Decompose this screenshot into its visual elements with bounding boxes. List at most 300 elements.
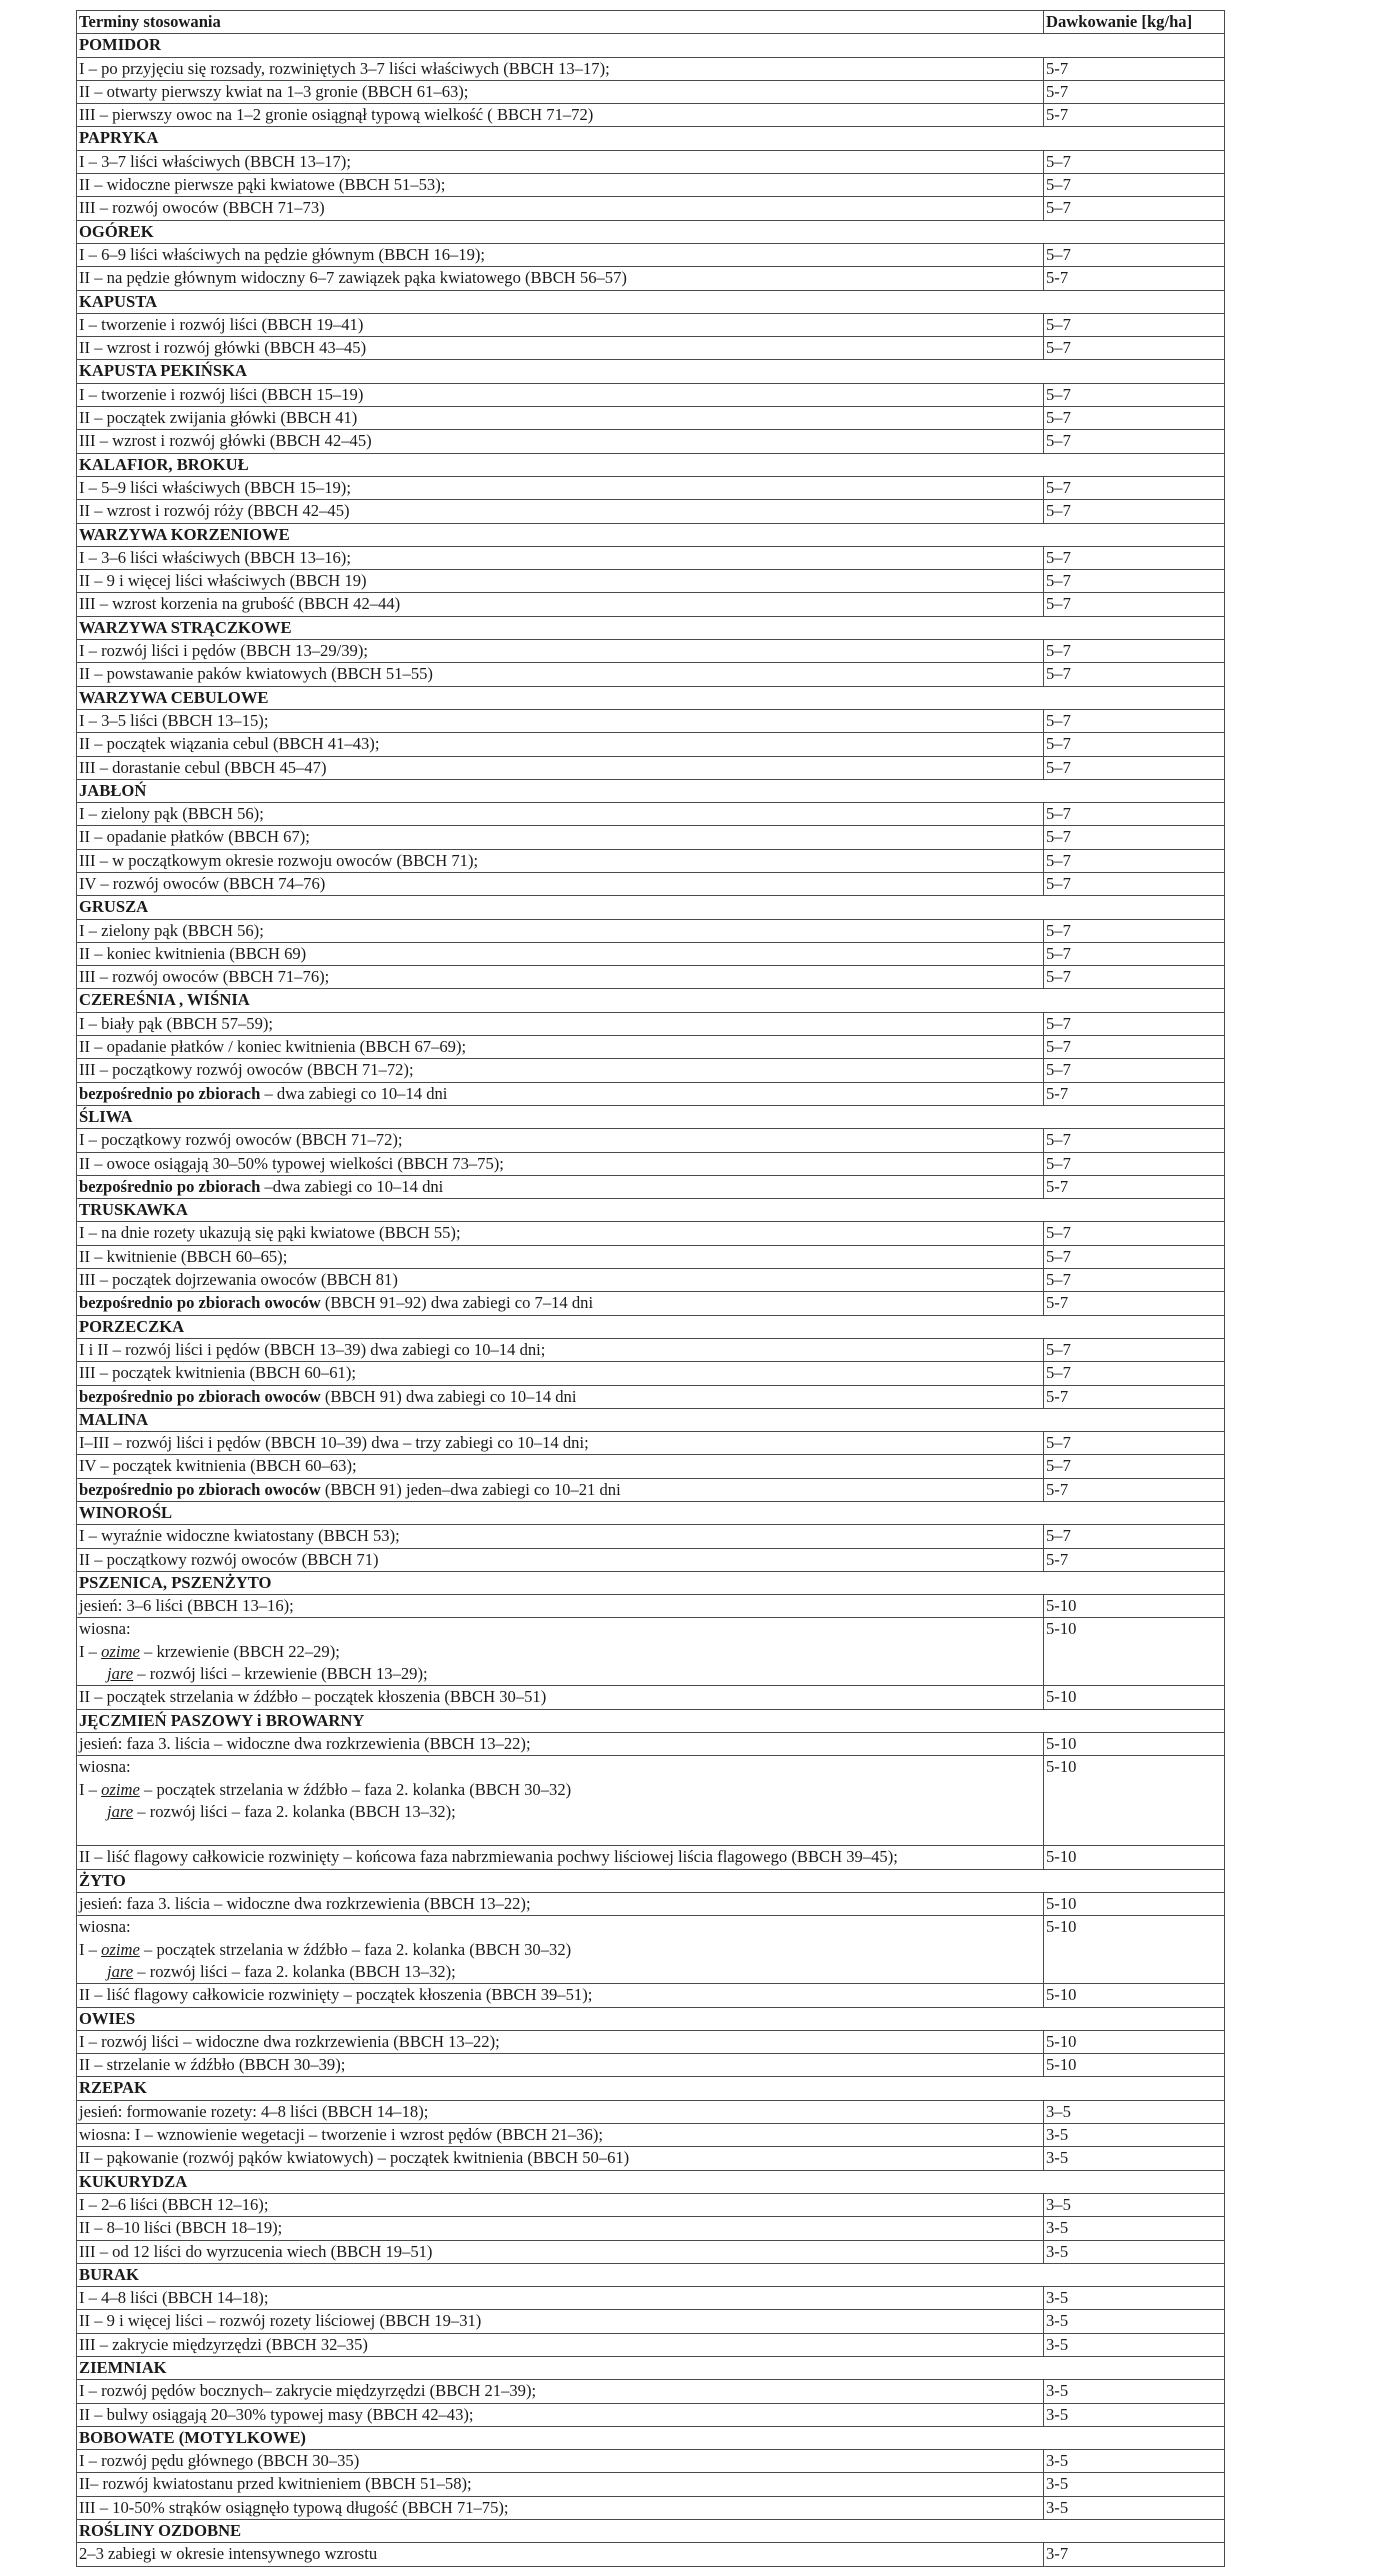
dosage-value: 3-5 [1044, 2310, 1225, 2333]
application-term: II – widoczne pierwsze pąki kwiatowe (BBCH 51–53); [77, 174, 1044, 197]
application-term: I – rozwój pędu głównego (BBCH 30–35) [77, 2450, 1044, 2473]
table-row [77, 1984, 1225, 2007]
dosage-value: 5–7 [1044, 663, 1225, 686]
application-term: III – początek kwitnienia (BBCH 60–61); [77, 1362, 1044, 1385]
crop-heading-row [77, 1869, 1225, 1892]
table-row [77, 1012, 1225, 1035]
table-row [77, 849, 1225, 872]
crop-name: BOBOWATE (MOTYLKOWE) [77, 2426, 1225, 2449]
term-line [79, 1641, 1041, 1663]
application-term: I – biały pąk (BBCH 57–59); [77, 1012, 1044, 1035]
crop-heading-row [77, 1105, 1225, 1128]
application-term: III – dorastanie cebul (BBCH 45–47) [77, 756, 1044, 779]
term-variant: jare [107, 1801, 134, 1821]
dosage-value: 5–7 [1044, 337, 1225, 360]
table-row [77, 756, 1225, 779]
crop-name: BURAK [77, 2263, 1225, 2286]
application-term: III – wzrost korzenia na grubość (BBCH 42–44) [77, 593, 1044, 616]
table-row [77, 546, 1225, 569]
dosage-value: 5-10 [1044, 1618, 1225, 1686]
dosage-value: 3–5 [1044, 2193, 1225, 2216]
table-row [77, 1292, 1225, 1315]
dosage-value: 5–7 [1044, 313, 1225, 336]
dosage-value: 5-10 [1044, 1984, 1225, 2007]
table-row [77, 1338, 1225, 1361]
crop-heading-row [77, 1709, 1225, 1732]
application-term: III – początek dojrzewania owoców (BBCH 81) [77, 1269, 1044, 1292]
term-text: – początek strzelania w źdźbło – faza 2. kolanka (BBCH 30–32) [139, 1779, 572, 1799]
term-bold-prefix: bezpośrednio po zbiorach owoców [79, 1479, 321, 1499]
application-term: I – zielony pąk (BBCH 56); [77, 803, 1044, 826]
dosage-value: 5–7 [1044, 756, 1225, 779]
term-text: I – [79, 1779, 102, 1799]
table-row [77, 2310, 1225, 2333]
dosage-value: 5-7 [1044, 1175, 1225, 1198]
dosage-value: 5–7 [1044, 1362, 1225, 1385]
crop-name: ŻYTO [77, 1869, 1225, 1892]
table-row [77, 663, 1225, 686]
dosage-value: 5–7 [1044, 407, 1225, 430]
application-term: I – 2–6 liści (BBCH 12–16); [77, 2193, 1044, 2216]
application-term: wiosna: I – wznowienie wegetacji – tworzenie i wzrost pędów (BBCH 21–36); [77, 2124, 1044, 2147]
application-term: I – 3–7 liści właściwych (BBCH 13–17); [77, 150, 1044, 173]
crop-name: RZEPAK [77, 2077, 1225, 2100]
term-line: wiosna: [79, 1757, 131, 1777]
table-row [77, 1245, 1225, 1268]
application-term: IV – początek kwitnienia (BBCH 60–63); [77, 1455, 1044, 1478]
application-term: III – zakrycie międzyrzędzi (BBCH 32–35) [77, 2333, 1044, 2356]
table-row [77, 1222, 1225, 1245]
application-term: II – kwitnienie (BBCH 60–65); [77, 1245, 1044, 1268]
term-text: – dwa zabiegi co 10–14 dni [260, 1083, 448, 1103]
application-term: II – na pędzie głównym widoczny 6–7 zawiązek pąka kwiatowego (BBCH 56–57) [77, 267, 1044, 290]
application-term: II – strzelanie w źdźbło (BBCH 30–39); [77, 2054, 1044, 2077]
dosage-value: 5–7 [1044, 1245, 1225, 1268]
application-term: I – 5–9 liści właściwych (BBCH 15–19); [77, 476, 1044, 499]
crop-name: PSZENICA, PSZENŻYTO [77, 1571, 1225, 1594]
dosage-value: 5–7 [1044, 640, 1225, 663]
header-dosage: Dawkowanie [kg/ha] [1044, 11, 1225, 34]
crop-name: GRUSZA [77, 896, 1225, 919]
table-row [77, 1916, 1225, 1984]
dosage-value: 3-5 [1044, 2240, 1225, 2263]
application-term: II – otwarty pierwszy kwiat na 1–3 gronie (BBCH 61–63); [77, 80, 1044, 103]
dosage-value: 3-5 [1044, 2380, 1225, 2403]
dosage-value: 3-5 [1044, 2403, 1225, 2426]
crop-name: JĘCZMIEŃ PASZOWY i BROWARNY [77, 1709, 1225, 1732]
table-row [77, 942, 1225, 965]
table-row [77, 2124, 1225, 2147]
crop-name: KALAFIOR, BROKUŁ [77, 453, 1225, 476]
table-row [77, 1893, 1225, 1916]
application-term: I–III – rozwój liści i pędów (BBCH 10–39) dwa – trzy zabiegi co 10–14 dni; [77, 1432, 1044, 1455]
dosage-value: 5-7 [1044, 1478, 1225, 1501]
dosage-value: 5–7 [1044, 966, 1225, 989]
term-text: – rozwój liści – faza 2. kolanka (BBCH 13–32); [133, 1961, 456, 1981]
application-term: II – 9 i więcej liści właściwych (BBCH 19) [77, 570, 1044, 593]
application-term: jesień: faza 3. liścia – widoczne dwa rozkrzewienia (BBCH 13–22); [77, 1732, 1044, 1755]
table-row [77, 197, 1225, 220]
application-term: II – bulwy osiągają 20–30% typowej masy (BBCH 42–43); [77, 2403, 1044, 2426]
dosage-table [76, 10, 1225, 2567]
table-row [77, 243, 1225, 266]
dosage-value: 3-5 [1044, 2287, 1225, 2310]
dosage-value: 5–7 [1044, 1012, 1225, 1035]
table-row [77, 407, 1225, 430]
crop-heading-row [77, 2170, 1225, 2193]
dosage-value: 5–7 [1044, 1059, 1225, 1082]
application-term: II – początek strzelania w źdźbło – początek kłoszenia (BBCH 30–51) [77, 1686, 1044, 1709]
term-text: – rozwój liści – faza 2. kolanka (BBCH 13–32); [133, 1801, 456, 1821]
crop-heading-row [77, 2263, 1225, 2286]
dosage-value: 5–7 [1044, 1222, 1225, 1245]
table-row [77, 2147, 1225, 2170]
term-variant: ozime [101, 1779, 140, 1799]
dosage-value: 5–7 [1044, 872, 1225, 895]
dosage-value: 5–7 [1044, 593, 1225, 616]
crop-heading-row [77, 34, 1225, 57]
term-text: – rozwój liści – krzewienie (BBCH 13–29); [133, 1664, 428, 1684]
crop-heading-row [77, 290, 1225, 313]
table-row [77, 2217, 1225, 2240]
crop-name: PORZECZKA [77, 1315, 1225, 1338]
table-row [77, 709, 1225, 732]
crop-heading-row [77, 1502, 1225, 1525]
application-term: jesień: 3–6 liści (BBCH 13–16); [77, 1595, 1044, 1618]
dosage-value: 5–7 [1044, 174, 1225, 197]
application-term: II – powstawanie paków kwiatowych (BBCH 51–55) [77, 663, 1044, 686]
table-row [77, 1175, 1225, 1198]
dosage-value: 5-10 [1044, 1916, 1225, 1984]
term-line [79, 1961, 1041, 1983]
table-row [77, 2054, 1225, 2077]
application-term: I – na dnie rozety ukazują się pąki kwiatowe (BBCH 55); [77, 1222, 1044, 1245]
crop-name: TRUSKAWKA [77, 1199, 1225, 1222]
dosage-value: 5–7 [1044, 243, 1225, 266]
application-term: I – po przyjęciu się rozsady, rozwiniętych 3–7 liści właściwych (BBCH 13–17); [77, 57, 1044, 80]
crop-heading-row [77, 453, 1225, 476]
application-term [77, 1385, 1044, 1408]
application-term: II – owoce osiągają 30–50% typowej wielkości (BBCH 73–75); [77, 1152, 1044, 1175]
dosage-value: 5–7 [1044, 709, 1225, 732]
dosage-value: 5-7 [1044, 1548, 1225, 1571]
dosage-value: 5–7 [1044, 1129, 1225, 1152]
application-term: I – 4–8 liści (BBCH 14–18); [77, 2287, 1044, 2310]
table-row [77, 919, 1225, 942]
table-row [77, 593, 1225, 616]
table-row [77, 1756, 1225, 1846]
application-term: IV – rozwój owoców (BBCH 74–76) [77, 872, 1044, 895]
table-row [77, 2403, 1225, 2426]
term-line: wiosna: [79, 1917, 131, 1937]
table-body [77, 34, 1225, 2566]
term-variant: jare [107, 1961, 134, 1981]
crop-name: ROŚLINY OZDOBNE [77, 2520, 1225, 2543]
table-row [77, 1362, 1225, 1385]
dosage-value: 5–7 [1044, 1525, 1225, 1548]
term-line: wiosna: [79, 1619, 131, 1639]
dosage-value: 5–7 [1044, 919, 1225, 942]
table-row [77, 1595, 1225, 1618]
dosage-value: 5-7 [1044, 1082, 1225, 1105]
table-row [77, 57, 1225, 80]
application-term: II – koniec kwitnienia (BBCH 69) [77, 942, 1044, 965]
crop-name: KUKURYDZA [77, 2170, 1225, 2193]
crop-name: ŚLIWA [77, 1105, 1225, 1128]
application-term: I i II – rozwój liści i pędów (BBCH 13–39) dwa zabiegi co 10–14 dni; [77, 1338, 1044, 1361]
crop-heading-row [77, 2077, 1225, 2100]
application-term: I – wyraźnie widoczne kwiatostany (BBCH 53); [77, 1525, 1044, 1548]
dosage-value: 5–7 [1044, 1036, 1225, 1059]
table-row [77, 150, 1225, 173]
crop-heading-row [77, 523, 1225, 546]
dosage-value: 5-10 [1044, 1893, 1225, 1916]
crop-heading-row [77, 1408, 1225, 1431]
table-row [77, 337, 1225, 360]
application-term: I – początkowy rozwój owoców (BBCH 71–72); [77, 1129, 1044, 1152]
table-row [77, 733, 1225, 756]
table-row [77, 1846, 1225, 1869]
table-header-row [77, 11, 1225, 34]
dosage-value: 5-7 [1044, 267, 1225, 290]
dosage-value: 5-10 [1044, 1732, 1225, 1755]
table-row [77, 267, 1225, 290]
dosage-value: 5-7 [1044, 1385, 1225, 1408]
crop-name: PAPRYKA [77, 127, 1225, 150]
application-term: I – rozwój liści – widoczne dwa rozkrzewienia (BBCH 13–22); [77, 2030, 1044, 2053]
crop-name: WINOROŚL [77, 1502, 1225, 1525]
application-term: II – pąkowanie (rozwój pąków kwiatowych) – początek kwitnienia (BBCH 50–61) [77, 2147, 1044, 2170]
crop-heading-row [77, 1571, 1225, 1594]
table-row [77, 2030, 1225, 2053]
application-term: jesień: formowanie rozety: 4–8 liści (BBCH 14–18); [77, 2100, 1044, 2123]
term-variant: ozime [101, 1939, 140, 1959]
dosage-value: 5-7 [1044, 1292, 1225, 1315]
application-term: II – 9 i więcej liści – rozwój rozety liściowej (BBCH 19–31) [77, 2310, 1044, 2333]
application-term: III – pierwszy owoc na 1–2 gronie osiągnął typową wielkość ( BBCH 71–72) [77, 104, 1044, 127]
application-term [77, 1082, 1044, 1105]
table-row [77, 826, 1225, 849]
crop-heading-row [77, 1199, 1225, 1222]
table-row [77, 2450, 1225, 2473]
term-bold-prefix: bezpośrednio po zbiorach [79, 1083, 261, 1103]
crop-name: MALINA [77, 1408, 1225, 1431]
crop-name: KAPUSTA [77, 290, 1225, 313]
dosage-value: 5–7 [1044, 1269, 1225, 1292]
crop-name: WARZYWA STRĄCZKOWE [77, 616, 1225, 639]
application-term: II – opadanie płatków (BBCH 67); [77, 826, 1044, 849]
application-term [77, 1618, 1044, 1686]
dosage-value: 5–7 [1044, 383, 1225, 406]
term-bold-prefix: bezpośrednio po zbiorach [79, 1176, 261, 1196]
table-row [77, 2100, 1225, 2123]
dosage-value: 5–7 [1044, 942, 1225, 965]
dosage-value: 5-10 [1044, 2054, 1225, 2077]
dosage-value: 3-7 [1044, 2543, 1225, 2566]
table-row [77, 1548, 1225, 1571]
table-row [77, 1152, 1225, 1175]
application-term: I – 6–9 liści właściwych na pędzie głównym (BBCH 16–19); [77, 243, 1044, 266]
crop-heading-row [77, 686, 1225, 709]
header-terms: Terminy stosowania [77, 11, 1044, 34]
dosage-value: 5-10 [1044, 1846, 1225, 1869]
table-row [77, 2380, 1225, 2403]
dosage-value: 3-5 [1044, 2473, 1225, 2496]
application-term: II – początek wiązania cebul (BBCH 41–43); [77, 733, 1044, 756]
dosage-value: 5–7 [1044, 197, 1225, 220]
crop-name: POMIDOR [77, 34, 1225, 57]
table-row [77, 1478, 1225, 1501]
table-row [77, 570, 1225, 593]
term-text: (BBCH 91–92) dwa zabiegi co 7–14 dni [320, 1293, 594, 1313]
crop-heading-row [77, 989, 1225, 1012]
term-text: I – [79, 1939, 102, 1959]
term-variant: ozime [101, 1641, 140, 1661]
table-row [77, 1385, 1225, 1408]
table-row [77, 1082, 1225, 1105]
table-row [77, 383, 1225, 406]
dosage-value: 5-7 [1044, 80, 1225, 103]
application-term: II – wzrost i rozwój główki (BBCH 43–45) [77, 337, 1044, 360]
dosage-value: 3-5 [1044, 2124, 1225, 2147]
application-term: II – 8–10 liści (BBCH 18–19); [77, 2217, 1044, 2240]
application-term: II – liść flagowy całkowicie rozwinięty – końcowa faza nabrzmiewania pochwy liściowej liścia flagowego (BBCH 39–45); [77, 1846, 1044, 1869]
application-term: I – rozwój liści i pędów (BBCH 13–29/39); [77, 640, 1044, 663]
table-row [77, 966, 1225, 989]
crop-name: WARZYWA KORZENIOWE [77, 523, 1225, 546]
crop-heading-row [77, 360, 1225, 383]
application-term: III – początkowy rozwój owoców (BBCH 71–72); [77, 1059, 1044, 1082]
application-term: I – 3–5 liści (BBCH 13–15); [77, 709, 1044, 732]
application-term [77, 1478, 1044, 1501]
table-row [77, 1129, 1225, 1152]
dosage-value: 5–7 [1044, 570, 1225, 593]
table-row [77, 500, 1225, 523]
crop-heading-row [77, 616, 1225, 639]
crop-heading-row [77, 2356, 1225, 2379]
crop-name: JABŁOŃ [77, 779, 1225, 802]
application-term: I – tworzenie i rozwój liści (BBCH 15–19) [77, 383, 1044, 406]
term-line [79, 1939, 1041, 1961]
dosage-value: 5-10 [1044, 1756, 1225, 1846]
application-term: II – opadanie płatków / koniec kwitnienia (BBCH 67–69); [77, 1036, 1044, 1059]
table-row [77, 430, 1225, 453]
table-row [77, 803, 1225, 826]
crop-heading-row [77, 2007, 1225, 2030]
table-row [77, 1525, 1225, 1548]
dosage-value: 3–5 [1044, 2100, 1225, 2123]
term-text: I – [79, 1641, 102, 1661]
dosage-value: 5-10 [1044, 1595, 1225, 1618]
dosage-value: 5–7 [1044, 849, 1225, 872]
dosage-value: 3-5 [1044, 2450, 1225, 2473]
table-row [77, 313, 1225, 336]
table-row [77, 1686, 1225, 1709]
crop-name: WARZYWA CEBULOWE [77, 686, 1225, 709]
table-row [77, 1618, 1225, 1686]
crop-heading-row [77, 896, 1225, 919]
application-term: I – 3–6 liści właściwych (BBCH 13–16); [77, 546, 1044, 569]
table-row [77, 2543, 1225, 2566]
term-line [79, 1779, 1041, 1801]
dosage-value: 3-5 [1044, 2147, 1225, 2170]
application-term: II – początek zwijania główki (BBCH 41) [77, 407, 1044, 430]
dosage-value: 3-5 [1044, 2333, 1225, 2356]
application-term [77, 1175, 1044, 1198]
application-term: II– rozwój kwiatostanu przed kwitnieniem (BBCH 51–58); [77, 2473, 1044, 2496]
table-row [77, 2287, 1225, 2310]
term-bold-prefix: bezpośrednio po zbiorach owoców [79, 1293, 321, 1313]
dosage-value: 5–7 [1044, 1432, 1225, 1455]
table-row [77, 1455, 1225, 1478]
dosage-value: 5-10 [1044, 2030, 1225, 2053]
crop-heading-row [77, 220, 1225, 243]
application-term: I – zielony pąk (BBCH 56); [77, 919, 1044, 942]
table-row [77, 2473, 1225, 2496]
application-term: II – wzrost i rozwój róży (BBCH 42–45) [77, 500, 1044, 523]
application-term [77, 1916, 1044, 1984]
dosage-value: 5–7 [1044, 803, 1225, 826]
dosage-value: 5-7 [1044, 57, 1225, 80]
crop-name: ZIEMNIAK [77, 2356, 1225, 2379]
application-term: II – początkowy rozwój owoców (BBCH 71) [77, 1548, 1044, 1571]
table-row [77, 1432, 1225, 1455]
dosage-value: 5–7 [1044, 430, 1225, 453]
term-text: –dwa zabiegi co 10–14 dni [260, 1176, 444, 1196]
table-row [77, 2193, 1225, 2216]
term-text: (BBCH 91) jeden–dwa zabiegi co 10–21 dni [320, 1479, 621, 1499]
application-term: III – 10-50% strąków osiągnęło typową długość (BBCH 71–75); [77, 2496, 1044, 2519]
dosage-value: 5–7 [1044, 1338, 1225, 1361]
table-row [77, 1732, 1225, 1755]
application-term: I – tworzenie i rozwój liści (BBCH 19–41) [77, 313, 1044, 336]
application-term [77, 1756, 1044, 1846]
dosage-value: 3-5 [1044, 2217, 1225, 2240]
application-term: III – rozwój owoców (BBCH 71–73) [77, 197, 1044, 220]
dosage-value: 5–7 [1044, 500, 1225, 523]
table-row [77, 104, 1225, 127]
dosage-value: 5–7 [1044, 1152, 1225, 1175]
crop-name: OGÓREK [77, 220, 1225, 243]
table-row [77, 1269, 1225, 1292]
application-term: III – od 12 liści do wyrzucenia wiech (BBCH 19–51) [77, 2240, 1044, 2263]
document-sheet [76, 10, 1224, 2567]
table-row [77, 174, 1225, 197]
crop-name: CZEREŚNIA , WIŚNIA [77, 989, 1225, 1012]
crop-heading-row [77, 1315, 1225, 1338]
application-term: jesień: faza 3. liścia – widoczne dwa rozkrzewienia (BBCH 13–22); [77, 1893, 1044, 1916]
dosage-value: 5-7 [1044, 104, 1225, 127]
dosage-value: 5–7 [1044, 1455, 1225, 1478]
crop-heading-row [77, 127, 1225, 150]
term-line-spacer [79, 1823, 1041, 1845]
table-row [77, 872, 1225, 895]
dosage-value: 5-10 [1044, 1686, 1225, 1709]
dosage-value: 5–7 [1044, 733, 1225, 756]
table-row [77, 2240, 1225, 2263]
table-row [77, 1036, 1225, 1059]
crop-heading-row [77, 779, 1225, 802]
application-term [77, 1292, 1044, 1315]
term-line [79, 1801, 1041, 1823]
table-row [77, 80, 1225, 103]
dosage-value: 3-5 [1044, 2496, 1225, 2519]
application-term: I – rozwój pędów bocznych– zakrycie międzyrzędzi (BBCH 21–39); [77, 2380, 1044, 2403]
crop-name: OWIES [77, 2007, 1225, 2030]
dosage-value: 5–7 [1044, 826, 1225, 849]
term-text: (BBCH 91) dwa zabiegi co 10–14 dni [320, 1386, 577, 1406]
application-term: III – w początkowym okresie rozwoju owoców (BBCH 71); [77, 849, 1044, 872]
